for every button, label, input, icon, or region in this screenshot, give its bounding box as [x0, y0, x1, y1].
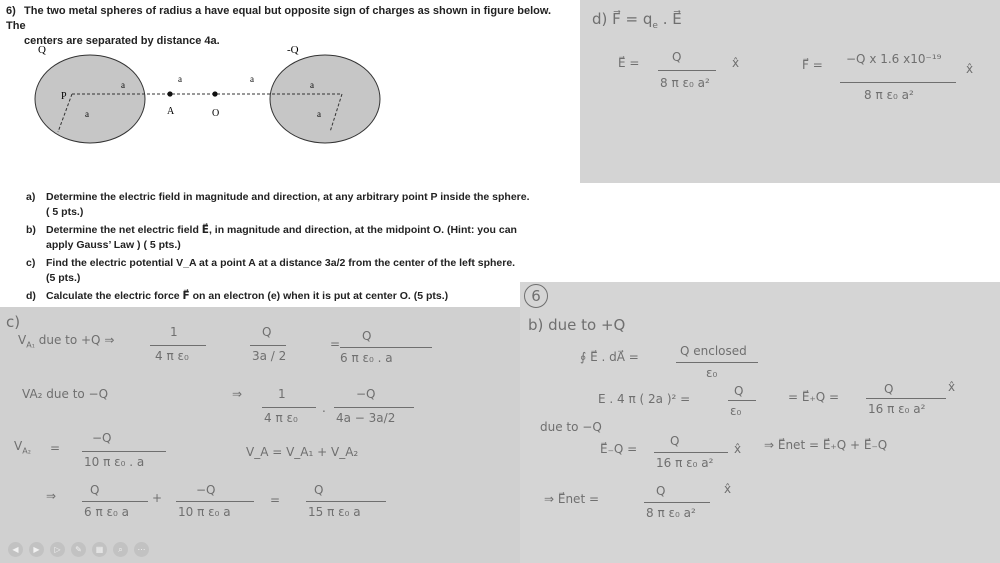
sol-c-r3-num: −Q: [92, 431, 112, 445]
part-b-label: b): [26, 224, 36, 236]
sol-b-gauss-lhs: ∮ E⃗ . dA⃗ =: [580, 350, 639, 364]
sol-c-r2-num2: −Q: [356, 387, 376, 401]
sol-c-r1-num3: Q: [362, 329, 372, 343]
sol-b-neg-num: Q: [670, 434, 680, 448]
sol-c-r4-plus: +: [152, 491, 163, 505]
sol-c-r3-eq: =: [50, 441, 61, 455]
sol-b-e-eq: = E⃗₊Q =: [788, 390, 840, 404]
sol-d-force-fraction-bar: [840, 82, 956, 83]
sol-b-head: b) due to +Q: [528, 316, 626, 334]
sol-b-neg-head: due to −Q: [540, 420, 602, 434]
figure-label-negq: -Q: [287, 44, 299, 56]
part-b-text: Determine the net electric field E⃗, in magnitude and direction, at the midpoint O. (Hint: you can: [46, 224, 517, 236]
right-sphere: [270, 55, 380, 143]
sol-b-e-dir: x̂: [948, 380, 956, 394]
sol-b-net-den: 8 π ε₀ a²: [646, 506, 696, 520]
part-d-text: Calculate the electric force F⃗ on an electron (e) when it is put at center O. (5 pts.): [46, 290, 449, 302]
sol-c-r2-bar2: [334, 407, 414, 408]
pen-icon[interactable]: ✎: [71, 542, 86, 557]
sol-c-r1-bar2: [250, 345, 286, 346]
sol-b-e-num2: Q: [884, 382, 894, 396]
sol-c-r2-den2: 4a − 3a/2: [336, 411, 396, 425]
figure-label-radius-1: a: [121, 80, 125, 90]
sol-b-neg-lhs: E⃗₋Q =: [600, 442, 638, 456]
sol-b-net-sum: ⇒ E⃗net = E⃗₊Q + E⃗₋Q: [764, 438, 888, 452]
figure-label-radius-3: a: [250, 74, 254, 84]
part-a-points: ( 5 pts.): [46, 206, 84, 218]
sol-c-r1-label: $V_{A_1}$ due to +Q ⇒: [18, 333, 115, 350]
part-a-text: Determine the electric field in magnitude and direction, at any arbitrary point P inside the sphere.: [46, 191, 530, 203]
sol-c-r4-num1: Q: [90, 483, 100, 497]
zoom-icon[interactable]: ⌕: [113, 542, 128, 557]
part-d-label: d): [26, 290, 36, 302]
part-b-points: apply Gauss’ Law ) ( 5 pts.): [46, 239, 181, 251]
sol-d-field-dir: x̂: [732, 56, 740, 70]
figure-label-a-point: A: [167, 106, 175, 117]
question-intro-line2: centers are separated by distance 4a.: [24, 35, 220, 47]
part-c: [26, 256, 556, 286]
sol-b-gauss-den: ε₀: [706, 366, 718, 380]
sol-c-r1-bar3: [340, 347, 432, 348]
sol-c-r1-bar1: [150, 345, 206, 346]
sol-c-r2-den1: 4 π ε₀: [264, 411, 298, 425]
question-number: 6): [6, 5, 16, 17]
point-a: [167, 91, 172, 96]
point-o: [212, 91, 217, 96]
sol-d-force-den: 8 π ε₀ a²: [864, 88, 914, 102]
sol-d-force-dir: x̂: [966, 62, 974, 76]
sol-b-gauss-num: Q enclosed: [680, 344, 747, 358]
figure-label-radius-4: a: [310, 80, 314, 90]
part-c-points: (5 pts.): [46, 272, 81, 284]
sol-c-r3-label: $V_{A_2}$: [14, 439, 31, 456]
sol-d-force-def: d) F⃗ = $q_e$ . E⃗: [592, 10, 682, 31]
sol-b-net-bar: [644, 502, 710, 503]
sol-c-r2-num1: 1: [278, 387, 286, 401]
figure-label-p: P: [61, 91, 67, 102]
left-sphere: [35, 55, 145, 143]
sol-b-neg-den: 16 π ε₀ a²: [656, 456, 714, 470]
play-icon[interactable]: ▶: [29, 542, 44, 557]
sol-b-gauss-bar: [676, 362, 758, 363]
figure-label-radius-2: a: [178, 74, 182, 84]
sol-c-head: c): [6, 313, 21, 331]
grid-icon[interactable]: ▦: [92, 542, 107, 557]
sol-c-r4-den1: 6 π ε₀ a: [84, 505, 129, 519]
more-icon[interactable]: ⋯: [134, 542, 149, 557]
sol-c-r4-bar3: [306, 501, 386, 502]
figure-label-radius-5: a: [85, 109, 89, 119]
sol-c-r3-bar: [82, 451, 166, 452]
sol-c-r3-den: 10 π ε₀ . a: [84, 455, 145, 469]
sol-b-circled-number: 6: [524, 284, 548, 308]
next-icon[interactable]: ▷: [50, 542, 65, 557]
sol-c-r1-eq: =: [330, 337, 341, 351]
sol-b-e-lhs: E . 4 π ( 2a )² =: [598, 392, 691, 406]
sol-c-r1-den1: 4 π ε₀: [155, 349, 189, 363]
sol-d-field-lhs: E⃗ =: [618, 56, 640, 70]
question-intro-line1: The two metal spheres of radius a have equal but opposite sign of charges as shown in figure below. The: [6, 5, 552, 32]
part-c-label: c): [26, 257, 36, 269]
sol-c-r2-bar1: [262, 407, 316, 408]
sol-c-r3-sum: V_A = V_A₁ + V_A₂: [246, 445, 359, 459]
sol-b-e-den: ε₀: [730, 404, 742, 418]
solution-c-panel: [0, 307, 520, 563]
solution-b-panel: [520, 282, 1000, 563]
prev-icon[interactable]: ◀: [8, 542, 23, 557]
sol-c-r4-num2: −Q: [196, 483, 216, 497]
sol-b-net-lhs: ⇒ E⃗net =: [544, 492, 600, 506]
part-a-label: a): [26, 191, 36, 203]
sol-c-r2-dot: .: [322, 401, 326, 415]
sol-c-r4-num3: Q: [314, 483, 324, 497]
sol-c-r2-arrow: ⇒: [232, 387, 243, 401]
sol-b-net-dir: x̂: [724, 482, 732, 496]
sol-c-r1-num2: Q: [262, 325, 272, 339]
part-c-text: Find the electric potential V_A at a point A at a distance 3a/2 from the center of the left sphere.: [46, 257, 516, 269]
sol-c-r4-den2: 10 π ε₀ a: [178, 505, 231, 519]
figure-label-q: Q: [38, 44, 46, 56]
sol-b-neg-bar: [654, 452, 728, 453]
sol-d-field-den: 8 π ε₀ a²: [660, 76, 710, 90]
sol-d-force-lhs: F⃗ =: [802, 58, 823, 72]
part-b: [26, 223, 556, 253]
sol-c-r4-den3: 15 π ε₀ a: [308, 505, 361, 519]
sol-d-field-fraction-bar: [658, 70, 716, 71]
sol-c-r2-label: VA₂ due to −Q: [22, 387, 109, 401]
sol-c-r4-bar1: [82, 501, 148, 502]
sol-b-neg-dir: x̂: [734, 442, 742, 456]
sol-b-e-bar: [728, 400, 756, 401]
sol-c-r1-den3: 6 π ε₀ . a: [340, 351, 393, 365]
sol-c-r1-num1: 1: [170, 325, 178, 339]
sol-b-e-num: Q: [734, 384, 744, 398]
sol-c-r1-den2: 3a / 2: [252, 349, 287, 363]
question-panel: [0, 0, 580, 310]
figure-label-radius-6: a: [317, 109, 321, 119]
sol-d-field-num: Q: [672, 50, 682, 64]
sol-c-r4-arrow: ⇒: [46, 489, 57, 503]
solution-d-panel: [580, 0, 1000, 183]
sol-b-e-den2: 16 π ε₀ a²: [868, 402, 926, 416]
sol-b-e-bar2: [866, 398, 946, 399]
sol-b-net-num: Q: [656, 484, 666, 498]
part-d: [26, 289, 556, 304]
part-a: [26, 190, 556, 220]
figure-label-o-point: O: [212, 108, 220, 119]
slide-toolbar: [8, 542, 149, 557]
spheres-figure: [30, 40, 390, 170]
sol-c-r4-bar2: [176, 501, 254, 502]
sol-d-force-num: −Q x 1.6 x10⁻¹⁹: [846, 52, 942, 66]
sol-c-r4-eq: =: [270, 493, 281, 507]
